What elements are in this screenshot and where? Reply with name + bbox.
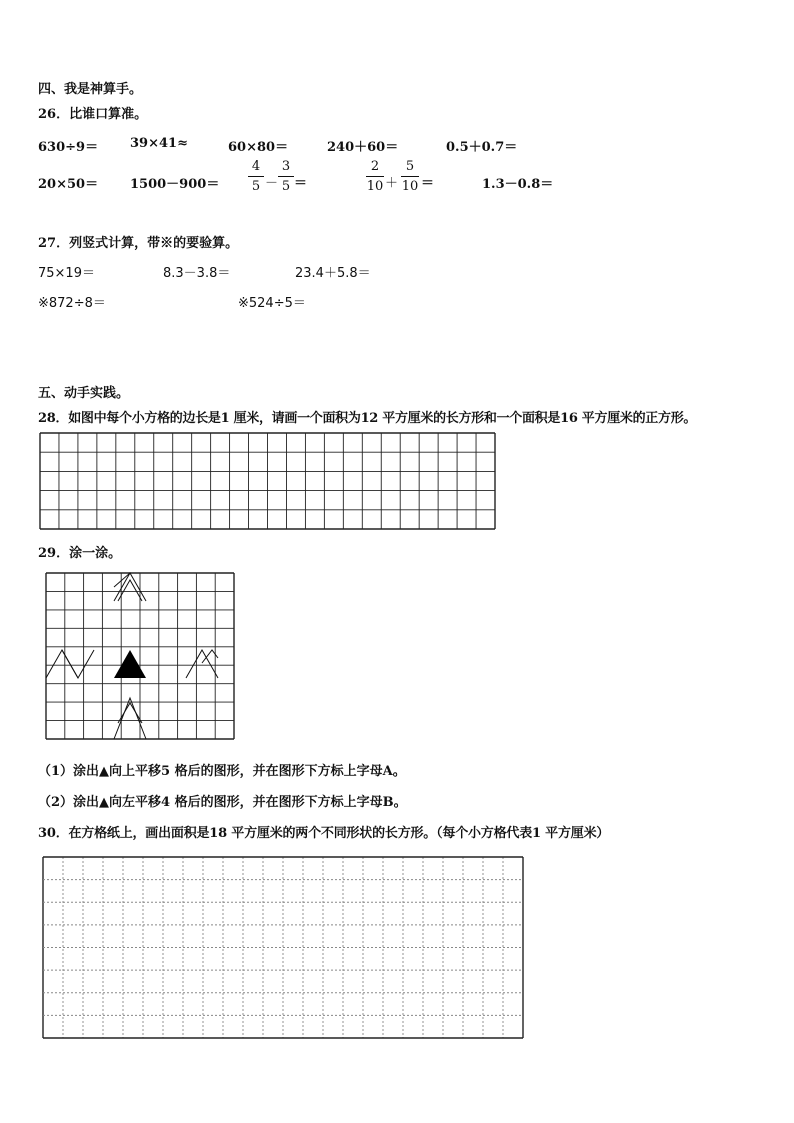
fraction-3-5 bbox=[278, 159, 294, 194]
q26-item-3: 60×80＝ bbox=[228, 140, 289, 155]
q26-item-5: 0.5＋0.7＝ bbox=[446, 140, 518, 155]
q27-item-4: ※872÷8＝ bbox=[38, 296, 106, 311]
outline-triangle-top bbox=[114, 573, 146, 601]
outline-triangle-right bbox=[186, 650, 218, 678]
minus-sign: － bbox=[265, 176, 279, 191]
q26-item-7: 1500－900＝ bbox=[130, 177, 220, 192]
q30-dotted-grid[interactable] bbox=[43, 857, 523, 1038]
q29-task-1: （1）涂出▲向上平移5 格后的图形，并在图形下方标上字母A。 bbox=[38, 764, 406, 779]
numerator: 2 bbox=[370, 159, 380, 174]
q29-title: 29．涂一涂。 bbox=[38, 546, 122, 561]
outline-triangle-left bbox=[46, 650, 94, 678]
plus-sign: ＋ bbox=[385, 176, 399, 191]
numerator: 4 bbox=[251, 159, 261, 174]
q27-title: 27．列竖式计算，带※的要验算。 bbox=[38, 236, 239, 251]
equals-sign: ＝ bbox=[421, 176, 435, 191]
denominator: 5 bbox=[281, 179, 291, 194]
q26-item-2: 39×41≈ bbox=[130, 136, 188, 151]
q26-item-4: 240＋60＝ bbox=[327, 140, 399, 155]
denominator: 10 bbox=[401, 179, 419, 194]
outline-triangle-bottom bbox=[114, 698, 146, 739]
grid-lines bbox=[40, 433, 495, 529]
q27-item-1: 75×19＝ bbox=[38, 266, 95, 281]
black-triangle-shape bbox=[114, 650, 146, 678]
denominator: 5 bbox=[251, 179, 261, 194]
fraction-2-10 bbox=[366, 159, 384, 194]
numerator: 5 bbox=[405, 159, 415, 174]
q29-task-2: （2）涂出▲向左平移4 格后的图形，并在图形下方标上字母B。 bbox=[38, 795, 407, 810]
q28-square-grid[interactable] bbox=[40, 433, 495, 529]
fraction-4-5 bbox=[248, 159, 264, 194]
q29-square-grid[interactable] bbox=[46, 573, 234, 739]
section-4-title: 四、我是神算手。 bbox=[38, 82, 143, 97]
grid-lines bbox=[43, 857, 523, 1038]
equals-sign: ＝ bbox=[294, 176, 308, 191]
q26-item-1: 630÷9＝ bbox=[38, 140, 99, 155]
fraction-5-10 bbox=[401, 159, 419, 194]
denominator: 10 bbox=[366, 179, 384, 194]
numerator: 3 bbox=[281, 159, 291, 174]
q26-item-10: 1.3－0.8＝ bbox=[482, 177, 554, 192]
section-5-title: 五、动手实践。 bbox=[38, 386, 130, 401]
q26-title: 26．比谁口算准。 bbox=[38, 107, 148, 122]
q27-item-2: 8.3－3.8＝ bbox=[163, 266, 231, 281]
q27-item-5: ※524÷5＝ bbox=[238, 296, 306, 311]
q30-title: 30．在方格纸上，画出面积是18 平方厘米的两个不同形状的长方形。（每个小方格代表1 平方厘米） bbox=[38, 826, 610, 841]
q28-title: 28．如图中每个小方格的边长是1 厘米，请画一个面积为12 平方厘米的长方形和一个面积是16 平方厘米的正方形。 bbox=[38, 411, 697, 426]
q27-item-3: 23.4＋5.8＝ bbox=[295, 266, 371, 281]
q26-item-6: 20×50＝ bbox=[38, 177, 99, 192]
